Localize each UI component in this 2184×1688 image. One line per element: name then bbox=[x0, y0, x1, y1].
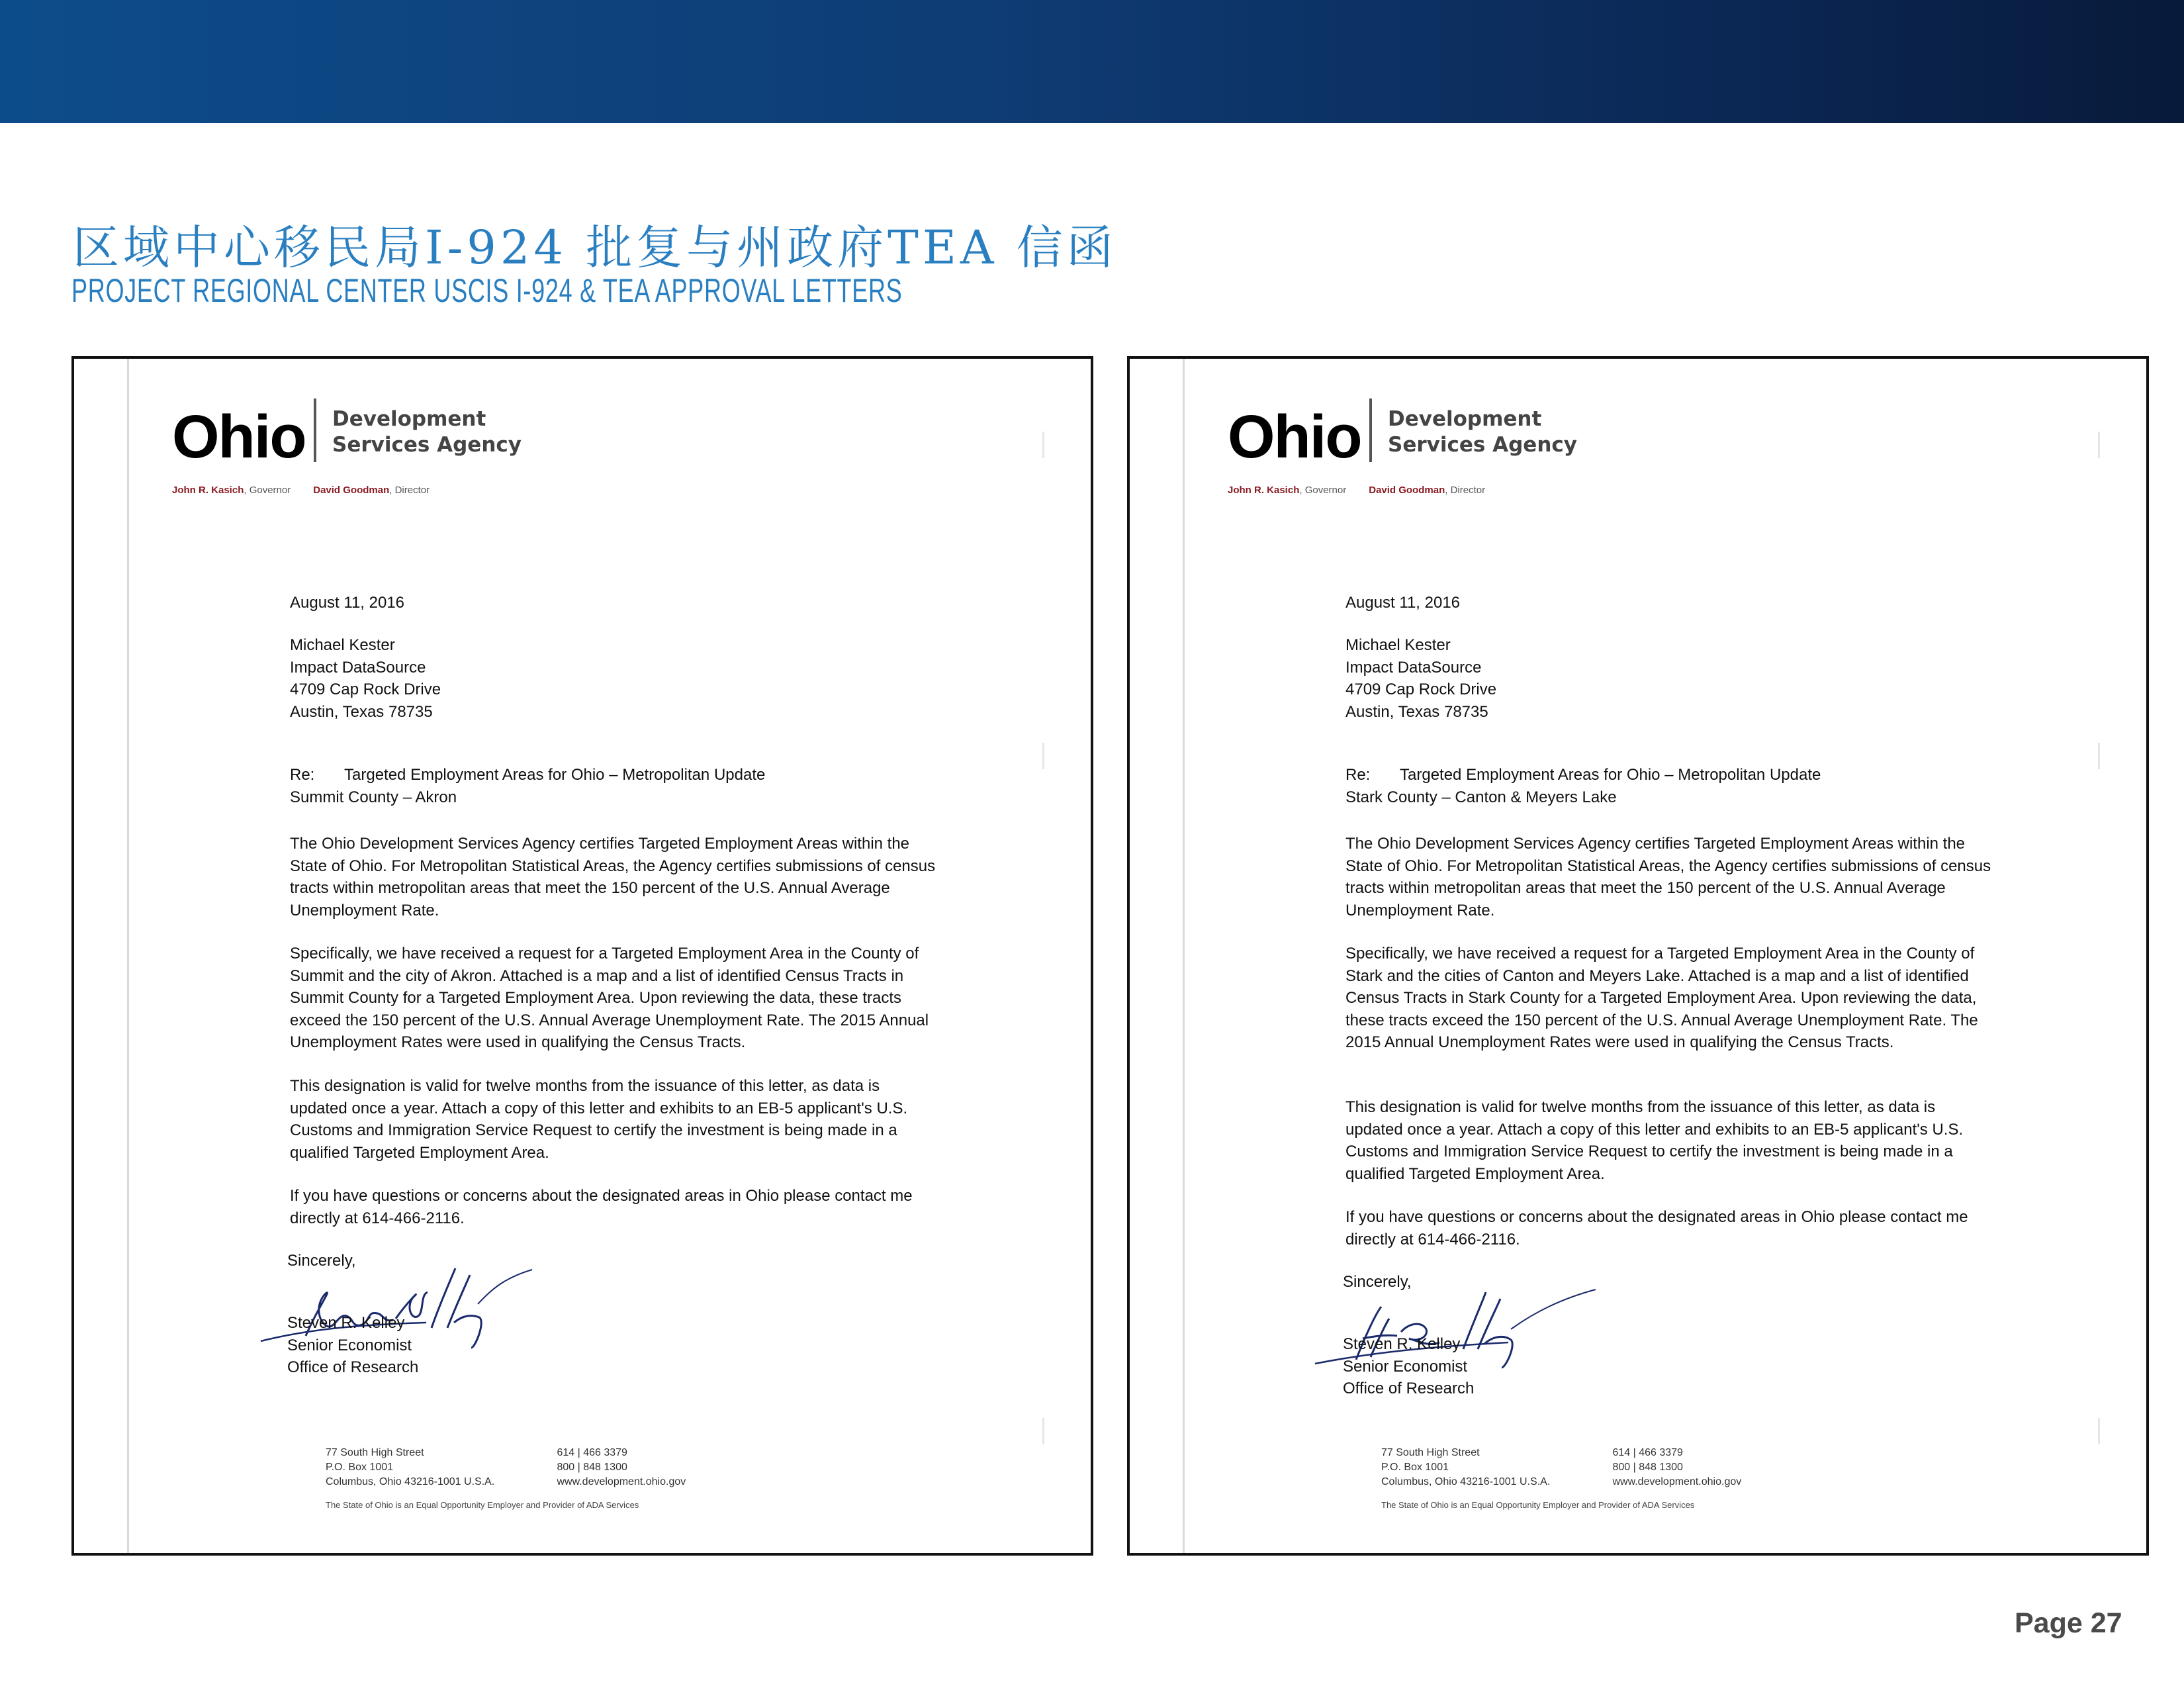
scan-artifact bbox=[2098, 432, 2100, 458]
re-area: Stark County – Canton & Meyers Lake bbox=[1345, 788, 1617, 806]
agency-line-1: Development bbox=[1388, 407, 1542, 431]
subject-line bbox=[1345, 764, 2027, 808]
recipient-street: 4709 Cap Rock Drive bbox=[1345, 680, 1497, 698]
scan-artifact bbox=[1042, 743, 1044, 769]
letter-paragraph-2: Specifically, we have received a request for a Targeted Employment Area in the County of Summit and the city of Akron. Attached is a map and a list of identified Census Tracts in Summit County for a Targeted Employment Area. Upon reviewing the data, these tracts exceed the 150 percent of the U.S. Annual Average Unemployment Rate. The 2015 Annual Unemployment Rates were used in qualifying the Census Tracts. bbox=[290, 945, 929, 1051]
officials-line bbox=[172, 485, 430, 496]
letter-paragraph-1: The Ohio Development Services Agency certifies Targeted Employment Areas within the State of Ohio. For Metropolitan Statistical Areas, the Agency certifies submissions of census tracts within metropolitan areas that meet the 150 percent of the U.S. Annual Average Unemployment Rate. bbox=[1345, 835, 1991, 919]
letter-date: August 11, 2016 bbox=[290, 594, 405, 612]
logo-divider bbox=[314, 399, 316, 462]
letter-footer bbox=[1381, 1446, 1741, 1489]
agency-name bbox=[1388, 406, 1577, 458]
re-subject: Targeted Employment Areas for Ohio – Metropolitan Update bbox=[344, 766, 766, 784]
footer-website: www.development.ohio.gov bbox=[1612, 1476, 1742, 1487]
signer-title: Senior Economist bbox=[287, 1336, 412, 1354]
footer-phone: 800 | 848 1300 bbox=[1612, 1462, 1683, 1473]
footer-address bbox=[326, 1446, 554, 1489]
signer-name: Steven R. Kelley bbox=[287, 1314, 405, 1332]
footer-contact bbox=[557, 1446, 686, 1489]
scan-margin-line bbox=[127, 359, 129, 1553]
signer-title: Senior Economist bbox=[1343, 1357, 1468, 1376]
letter-paragraph-3: This designation is valid for twelve months from the issuance of this letter, as data is updated once a year. Attach a copy of this letter and exhibits to an EB-5 applicant's U.S. Customs and Immigration Service Request to certify the investment is being made in a qualified Targeted Employment Area. bbox=[1345, 1098, 1964, 1183]
footer-eeo-statement: The State of Ohio is an Equal Opportunity Employer and Provider of ADA Services bbox=[1381, 1500, 1695, 1510]
footer-address bbox=[1381, 1446, 1610, 1489]
closing: Sincerely, bbox=[1343, 1273, 1412, 1291]
page-number: Page 27 bbox=[2015, 1607, 2122, 1639]
header-banner bbox=[0, 0, 2184, 123]
ohio-logo: Ohio bbox=[172, 403, 306, 471]
scan-artifact bbox=[1042, 432, 1044, 458]
logo-divider bbox=[1369, 399, 1372, 462]
footer-website: www.development.ohio.gov bbox=[557, 1476, 686, 1487]
recipient-street: 4709 Cap Rock Drive bbox=[290, 680, 441, 698]
agency-line-1: Development bbox=[332, 407, 486, 431]
letter-paragraph-2: Specifically, we have received a request for a Targeted Employment Area in the County of Stark and the cities of Canton and Meyers Lake. Attached is a map and a list of identified Census Tracts in Stark County for a Targeted Employment Area. Upon reviewing the data, these tracts exceed the 150 percent of the U.S. Annual Average Unemployment Rate. The 2015 Annual Unemployment Rates were used in qualifying the Census Tracts. bbox=[1345, 945, 1978, 1051]
footer-eeo-statement: The State of Ohio is an Equal Opportunity Employer and Provider of ADA Services bbox=[326, 1500, 639, 1510]
recipient-address bbox=[290, 634, 972, 723]
approval-letter-stark bbox=[1127, 356, 2149, 1556]
subject-line bbox=[290, 764, 972, 808]
recipient-city: Austin, Texas 78735 bbox=[1345, 702, 1488, 721]
letter-date: August 11, 2016 bbox=[1345, 594, 1461, 612]
footer-phone: 800 | 848 1300 bbox=[557, 1462, 627, 1473]
page-title-chinese: 区域中心移民局I-924 批复与州政府TEA 信函 bbox=[73, 220, 1117, 275]
re-label: Re: bbox=[1345, 766, 1371, 784]
signer-office: Office of Research bbox=[1343, 1380, 1475, 1397]
agency-line-2: Services Agency bbox=[332, 433, 522, 457]
signer-name: Steven R. Kelley bbox=[1343, 1335, 1461, 1353]
governor-name: John R. Kasich bbox=[172, 485, 244, 496]
recipient-city: Austin, Texas 78735 bbox=[290, 702, 433, 721]
director-name: David Goodman bbox=[1369, 485, 1445, 496]
agency-name bbox=[332, 406, 522, 458]
letter-paragraph-4: If you have questions or concerns about the designated areas in Ohio please contact me directly at 614-466-2116. bbox=[1345, 1208, 1968, 1248]
footer-address-line: Columbus, Ohio 43216-1001 U.S.A. bbox=[1381, 1476, 1551, 1487]
re-label: Re: bbox=[290, 766, 315, 784]
governor-title: , Governor bbox=[1299, 485, 1347, 496]
scan-artifact bbox=[1042, 1418, 1044, 1444]
approval-letter-summit bbox=[71, 356, 1093, 1556]
director-title: , Director bbox=[389, 485, 430, 496]
letter-paragraph-1: The Ohio Development Services Agency certifies Targeted Employment Areas within the State of Ohio. For Metropolitan Statistical Areas, the Agency certifies submissions of census tracts within metropolitan areas that meet the 150 percent of the U.S. Annual Average Unemployment Rate. bbox=[290, 835, 936, 919]
signer-block bbox=[287, 1312, 969, 1379]
scan-artifact bbox=[2098, 1418, 2100, 1444]
agency-line-2: Services Agency bbox=[1388, 433, 1577, 457]
footer-phone: 614 | 466 3379 bbox=[1612, 1447, 1683, 1458]
recipient-company: Impact DataSource bbox=[290, 658, 426, 677]
scan-artifact bbox=[2098, 743, 2100, 769]
footer-contact bbox=[1612, 1446, 1741, 1489]
ohio-logo: Ohio bbox=[1228, 403, 1361, 471]
re-subject: Targeted Employment Areas for Ohio – Metropolitan Update bbox=[1400, 766, 1821, 784]
governor-title: , Governor bbox=[244, 485, 291, 496]
footer-phone: 614 | 466 3379 bbox=[557, 1447, 627, 1458]
signer-block bbox=[1343, 1333, 2025, 1400]
footer-address-line: Columbus, Ohio 43216-1001 U.S.A. bbox=[326, 1476, 495, 1487]
recipient-address bbox=[1345, 634, 2027, 723]
closing: Sincerely, bbox=[287, 1252, 356, 1270]
officials-line bbox=[1228, 485, 1485, 496]
letter-paragraph-3: This designation is valid for twelve months from the issuance of this letter, as data is updated once a year. Attach a copy of this letter and exhibits to an EB-5 applicant's U.S. Customs and Immigration Service Request to certify the investment is being made in a qualified Targeted Employment Area. bbox=[290, 1077, 908, 1162]
director-name: David Goodman bbox=[313, 485, 390, 496]
signer-office: Office of Research bbox=[287, 1358, 419, 1376]
footer-address-line: P.O. Box 1001 bbox=[1381, 1462, 1449, 1473]
scan-margin-line bbox=[1183, 359, 1185, 1553]
recipient-name: Michael Kester bbox=[290, 636, 395, 654]
footer-address-line: P.O. Box 1001 bbox=[326, 1462, 393, 1473]
footer-address-line: 77 South High Street bbox=[1381, 1447, 1480, 1458]
letter-paragraph-4: If you have questions or concerns about the designated areas in Ohio please contact me directly at 614-466-2116. bbox=[290, 1187, 913, 1227]
letter-footer bbox=[326, 1446, 686, 1489]
governor-name: John R. Kasich bbox=[1228, 485, 1300, 496]
page-title-english: PROJECT REGIONAL CENTER USCIS I-924 & TEA APPROVAL LETTERS bbox=[71, 272, 903, 309]
footer-address-line: 77 South High Street bbox=[326, 1447, 424, 1458]
recipient-company: Impact DataSource bbox=[1345, 658, 1482, 677]
re-area: Summit County – Akron bbox=[290, 788, 457, 806]
recipient-name: Michael Kester bbox=[1345, 636, 1451, 654]
director-title: , Director bbox=[1445, 485, 1486, 496]
